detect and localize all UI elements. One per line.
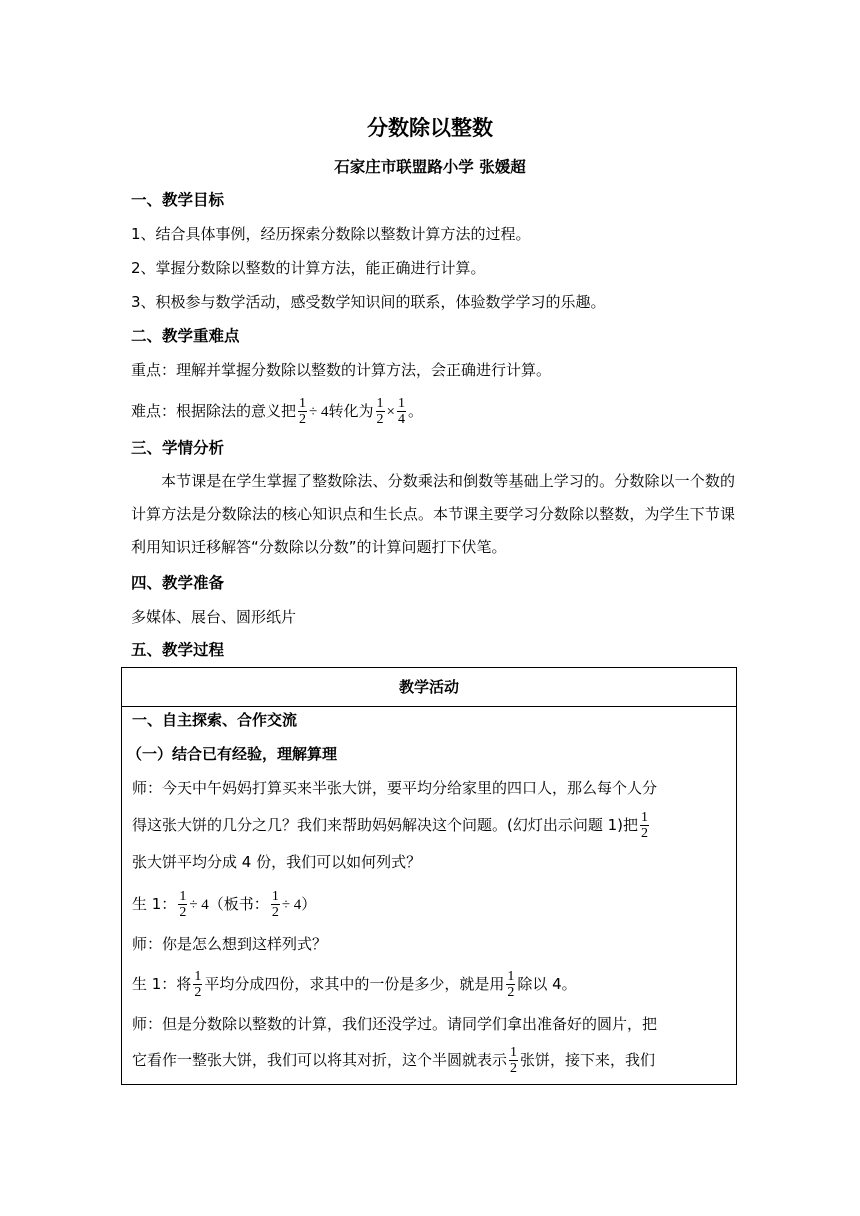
fraction-one-quarter: $\frac{1}{4}$	[397, 396, 405, 427]
document-title: 分数除以整数	[367, 116, 493, 140]
fraction-one-half: $\frac{1}{2}$	[376, 396, 384, 427]
student-line: 生 1：将 $\frac{1}{2}$ 平均分成四份，求其中的一份是多少，就是用 $\frac{1}{2}$ 除以 4。	[132, 969, 577, 1000]
times-sign: ×	[386, 404, 395, 420]
section-heading-objectives: 一、教学目标	[131, 191, 225, 209]
teacher-line: 师：你是怎么想到这样列式？	[132, 935, 328, 953]
section-heading-process: 五、教学过程	[131, 641, 225, 659]
section-heading-preparation: 四、教学准备	[131, 574, 225, 592]
teacher-line: 得这张大饼的几分之几？我们来帮助妈妈解决这个问题。(幻灯出示问题 1)把 $\frac{1}{2}$	[132, 810, 649, 841]
part-heading: 一、自主探索、合作交流	[132, 711, 298, 729]
table-header: 教学活动	[122, 668, 736, 707]
objective-item: 1、结合具体事例，经历探索分数除以整数计算方法的过程。	[131, 225, 531, 243]
section-heading-analysis: 三、学情分析	[131, 439, 225, 457]
fraction-one-half: $\frac{1}{2}$	[299, 396, 307, 427]
objective-item: 3、积极参与数学活动，感受数学知识间的联系，体验数学学习的乐趣。	[131, 293, 606, 311]
teacher-line: 张大饼平均分成 4 份，我们可以如何列式？	[132, 853, 422, 871]
objective-item: 2、掌握分数除以整数的计算方法，能正确进行计算。	[131, 259, 486, 277]
section-heading-key-points: 二、教学重难点	[131, 327, 240, 345]
fraction-one-half: $\frac{1}{2}$	[271, 889, 279, 920]
focus-text: 重点：理解并掌握分数除以整数的计算方法，会正确进行计算。	[131, 361, 552, 379]
fraction-one-half: $\frac{1}{2}$	[194, 969, 202, 1000]
teaching-activity-table	[121, 667, 737, 1085]
sub-heading: （一）结合已有经验，理解算理	[127, 745, 338, 763]
fraction-one-half: $\frac{1}{2}$	[510, 1045, 518, 1076]
author-line: 石家庄市联盟路小学 张媛超	[334, 158, 526, 176]
difficulty-end: 。	[407, 402, 423, 420]
teacher-line: 师：今天中午妈妈打算买来半张大饼，要平均分给家里的四口人，那么每个人分	[132, 779, 658, 797]
difficulty-prefix: 难点：根据除法的意义把	[131, 402, 297, 420]
analysis-paragraph: 本节课是在学生掌握了整数除法、分数乘法和倒数等基础上学习的。分数除以一个数的计算方法是分数除法的核心知识点和生长点。本节课主要学习分数除以整数，为学生下节课利用知识迁移解答“分数除以分数”的计算问题打下伏笔。	[131, 472, 735, 556]
fraction-one-half: $\frac{1}{2}$	[641, 810, 649, 841]
fraction-one-half: $\frac{1}{2}$	[507, 969, 515, 1000]
student-line: 生 1： $\frac{1}{2}$ ÷ 4（板书： $\frac{1}{2}$ ÷ 4）	[132, 889, 317, 920]
difficulty-mid: 转化为	[328, 402, 374, 420]
teacher-line: 师：但是分数除以整数的计算，我们还没学过。请同学们拿出准备好的圆片，把	[132, 1015, 658, 1033]
divide-by-four: ÷ 4	[309, 404, 329, 420]
fraction-one-half: $\frac{1}{2}$	[179, 889, 187, 920]
difficulty-text	[131, 396, 423, 427]
preparation-text: 多媒体、展台、圆形纸片	[131, 608, 297, 626]
teacher-line: 它看作一整张大饼，我们可以将其对折，这个半圆就表示 $\frac{1}{2}$ 张饼，接下来，我们	[132, 1045, 656, 1076]
